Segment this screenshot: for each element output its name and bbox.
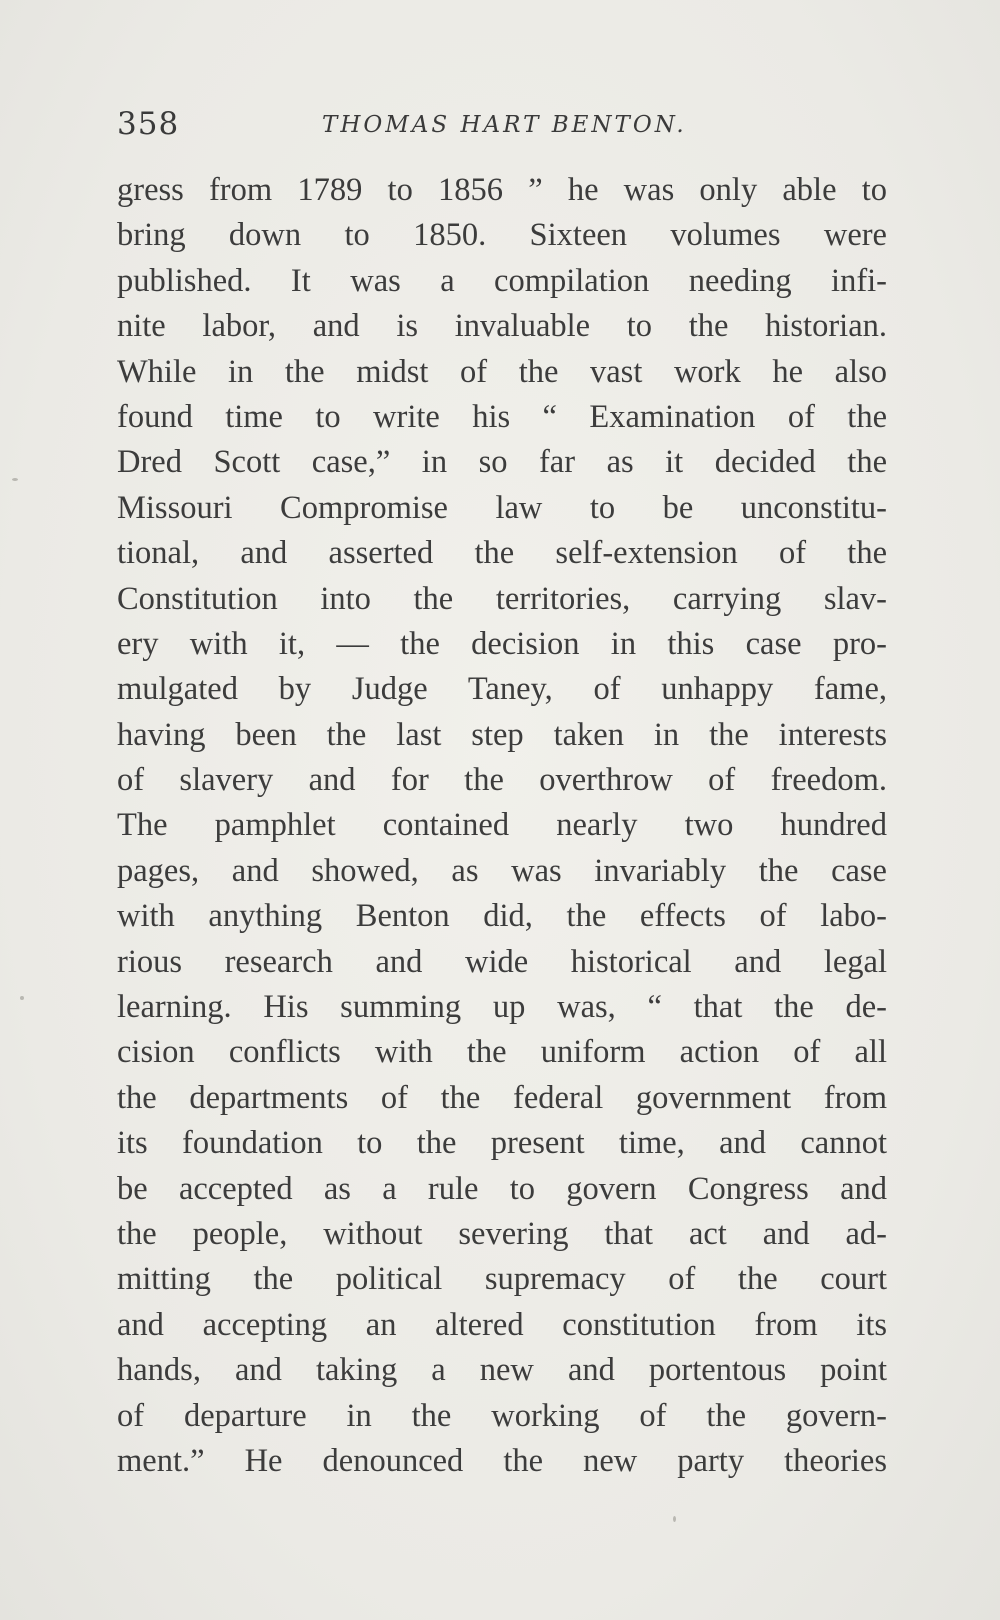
- text-line: of slavery and for the overthrow of freedom.: [117, 762, 887, 799]
- paper-speck: [20, 996, 24, 1000]
- text-line: nite labor, and is invaluable to the historian.: [117, 308, 887, 345]
- text-line: having been the last step taken in the interests: [117, 716, 887, 753]
- paper-speck: [673, 1516, 676, 1522]
- text-line: published. It was a compilation needing infi-: [117, 262, 887, 299]
- text-line: ery with it, — the decision in this case pro-: [117, 625, 887, 662]
- text-line: the departments of the federal government from: [117, 1079, 887, 1116]
- body-text: [117, 168, 887, 1484]
- text-line: ment.” He denounced the new party theories: [117, 1442, 887, 1479]
- text-line: and accepting an altered constitution from its: [117, 1306, 887, 1343]
- text-line: be accepted as a rule to govern Congress and: [117, 1170, 887, 1207]
- paper-speck: [12, 478, 18, 481]
- text-line: cision conflicts with the uniform action of all: [117, 1034, 887, 1071]
- text-line: its foundation to the present time, and cannot: [117, 1125, 887, 1162]
- page-header: [117, 106, 857, 146]
- text-line: While in the midst of the vast work he also: [117, 353, 887, 390]
- text-line: the people, without severing that act and ad-: [117, 1215, 887, 1252]
- text-line: mitting the political supremacy of the court: [117, 1261, 887, 1298]
- text-line: bring down to 1850. Sixteen volumes were: [117, 217, 887, 254]
- text-line: pages, and showed, as was invariably the case: [117, 852, 887, 889]
- page-number: 358: [117, 106, 180, 142]
- text-line: learning. His summing up was, “ that the de-: [117, 989, 887, 1026]
- text-line: found time to write his “ Examination of the: [117, 398, 887, 435]
- text-line: hands, and taking a new and portentous point: [117, 1352, 887, 1389]
- text-line: with anything Benton did, the effects of labo-: [117, 898, 887, 935]
- text-line: The pamphlet contained nearly two hundred: [117, 807, 887, 844]
- text-line: gress from 1789 to 1856 ” he was only able to: [117, 172, 887, 208]
- text-line: rious research and wide historical and legal: [117, 943, 887, 980]
- running-head: THOMAS HART BENTON.: [322, 112, 687, 138]
- text-line: of departure in the working of the govern-: [117, 1397, 887, 1434]
- text-line: Missouri Compromise law to be unconstitu-: [117, 489, 887, 526]
- text-line: tional, and asserted the self-extension of the: [117, 535, 887, 572]
- text-line: Dred Scott case,” in so far as it decided the: [117, 444, 887, 481]
- text-line: Constitution into the territories, carrying slav-: [117, 580, 887, 617]
- text-line: mulgated by Judge Taney, of unhappy fame,: [117, 671, 887, 708]
